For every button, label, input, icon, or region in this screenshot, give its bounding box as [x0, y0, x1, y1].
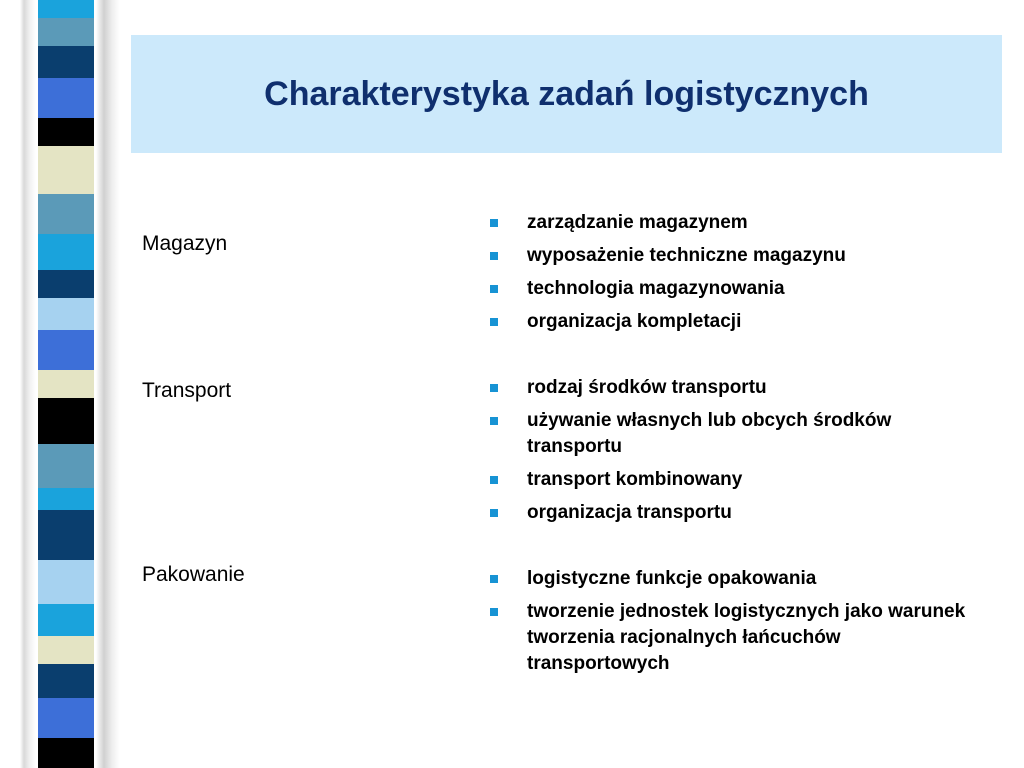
- list-item: [490, 375, 980, 401]
- list-item: [490, 500, 980, 526]
- strip-band: [38, 298, 94, 330]
- square-bullet-icon: [490, 384, 498, 392]
- title-banner: [131, 35, 1002, 153]
- list-item: [490, 467, 980, 493]
- strip-band: [38, 330, 94, 370]
- list-item-text: wyposażenie techniczne magazynu: [527, 245, 846, 266]
- strip-band: [38, 370, 94, 398]
- strip-band: [38, 270, 94, 298]
- list-item-text: organizacja kompletacji: [527, 311, 742, 332]
- strip-band: [38, 46, 94, 78]
- strip-band: [38, 738, 94, 768]
- square-bullet-icon: [490, 476, 498, 484]
- category-magazyn: Magazyn: [142, 232, 228, 255]
- square-bullet-icon: [490, 417, 498, 425]
- strip-band: [38, 0, 94, 18]
- square-bullet-icon: [490, 509, 498, 517]
- strip-band: [38, 398, 94, 444]
- list-item: [490, 276, 980, 302]
- strip-band: [38, 18, 94, 46]
- square-bullet-icon: [490, 285, 498, 293]
- list-item: [490, 243, 980, 269]
- list-item: [490, 210, 980, 236]
- strip-band: [38, 444, 94, 488]
- strip-band: [38, 234, 94, 270]
- square-bullet-icon: [490, 252, 498, 260]
- list-magazyn: [490, 210, 980, 342]
- list-item: [490, 309, 980, 335]
- list-item: [490, 566, 980, 592]
- list-item-text: używanie własnych lub obcych środków transportu: [527, 410, 892, 457]
- strip-band: [38, 488, 94, 510]
- strip-band: [38, 118, 94, 146]
- list-item-text: organizacja transportu: [527, 502, 732, 523]
- strip-band: [38, 78, 94, 118]
- category-transport: Transport: [142, 379, 232, 402]
- strip-band: [38, 194, 94, 234]
- slide-title: Charakterystyka zadań logistycznych: [264, 74, 869, 113]
- strip-band: [38, 560, 94, 604]
- strip-band: [38, 636, 94, 664]
- square-bullet-icon: [490, 608, 498, 616]
- strip-band: [38, 604, 94, 636]
- list-item-text: logistyczne funkcje opakowania: [527, 568, 817, 589]
- strip-band: [38, 664, 94, 698]
- list-item-text: zarządzanie magazynem: [527, 212, 748, 233]
- decorative-strip: [0, 0, 120, 768]
- list-item-text: rodzaj środków transportu: [527, 377, 767, 398]
- list-item-text: technologia magazynowania: [527, 278, 785, 299]
- square-bullet-icon: [490, 219, 498, 227]
- strip-band: [38, 698, 94, 738]
- square-bullet-icon: [490, 575, 498, 583]
- category-pakowanie: Pakowanie: [142, 563, 245, 586]
- list-item-text: tworzenie jednostek logistycznych jako warunek tworzenia racjonalnych łańcuchów transportowych: [527, 601, 966, 674]
- list-pakowanie: [490, 566, 980, 684]
- strip-band: [38, 146, 94, 194]
- strip-band: [38, 510, 94, 560]
- list-item-text: transport kombinowany: [527, 469, 743, 490]
- list-item: [490, 599, 980, 677]
- list-item: [490, 408, 980, 460]
- list-transport: [490, 375, 980, 533]
- square-bullet-icon: [490, 318, 498, 326]
